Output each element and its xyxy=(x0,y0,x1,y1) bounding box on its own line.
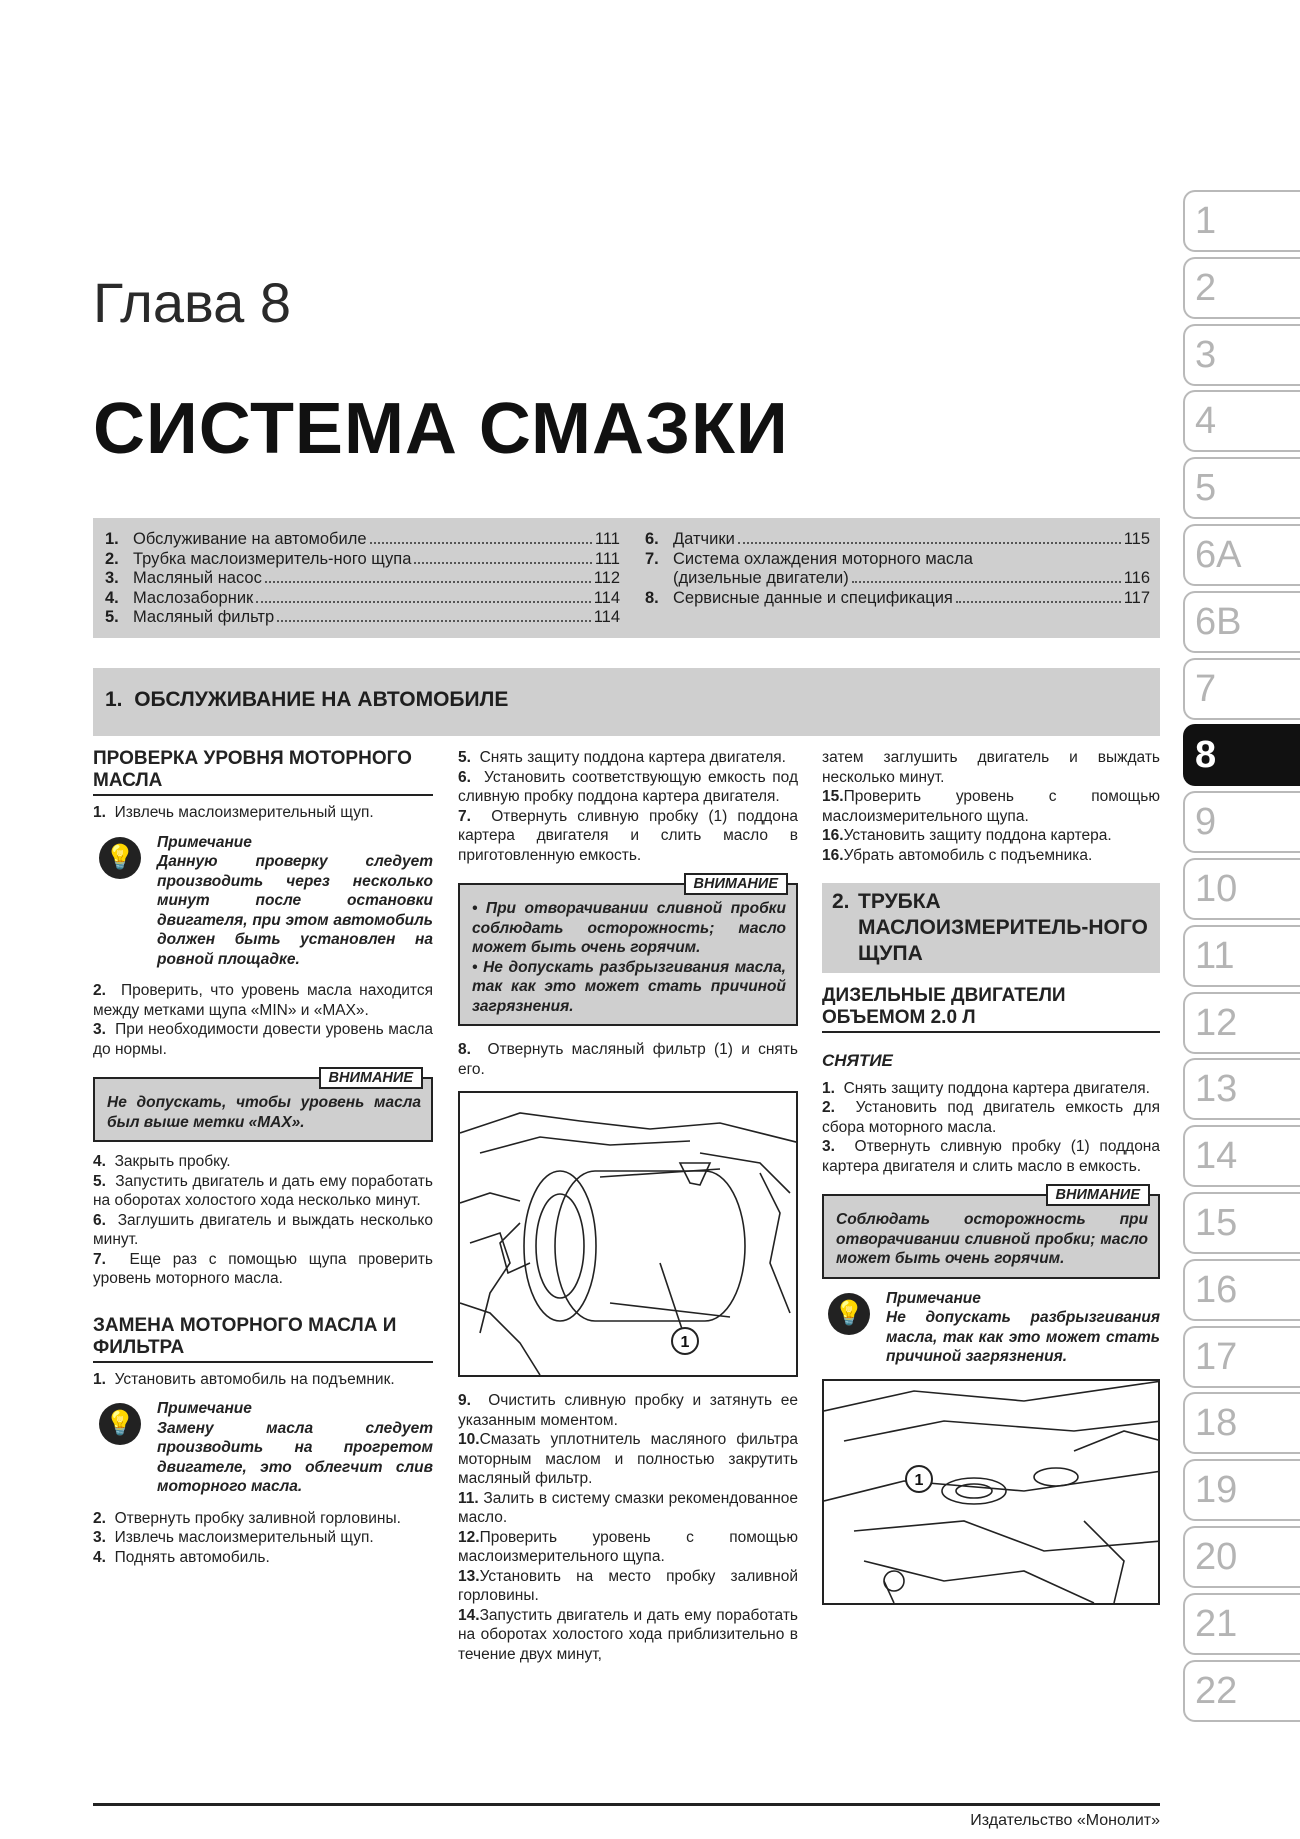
toc-item[interactable]: 2. Трубка маслоизмеритель-ного щупа 111 xyxy=(105,549,620,568)
chapter-tab-label: 16 xyxy=(1195,1268,1238,1311)
step-6: 6. Установить соответствующую емкость под сливную пробку поддона картера двигателя. xyxy=(458,768,798,805)
chapter-tab-21[interactable] xyxy=(1183,1593,1300,1655)
chapter-tab-label: 21 xyxy=(1195,1602,1238,1645)
oil-filter-drawing xyxy=(460,1093,798,1375)
chapter-tab-11[interactable] xyxy=(1183,925,1300,987)
step-7: 7. Отвернуть сливную пробку (1) поддона картера двигателя и слить масло в приготовленную емкость. xyxy=(458,807,798,864)
step-6: 6. Заглушить двигатель и выждать несколько минут. xyxy=(93,1211,433,1248)
chapter-tab-12[interactable] xyxy=(1183,992,1300,1054)
drain-plug-illustration xyxy=(822,1379,1160,1605)
subheading: ЗАМЕНА МОТОРНОГО МАСЛА И ФИЛЬТРА xyxy=(93,1315,433,1363)
step-continuation: затем заглушить двигатель и выждать несколько минут. xyxy=(822,749,1160,786)
chapter-tab-3[interactable] xyxy=(1183,324,1300,386)
toc-item[interactable]: 7. Система охлаждения моторного масла xyxy=(645,549,973,568)
chapter-tab-2[interactable] xyxy=(1183,257,1300,319)
chapter-tab-4[interactable] xyxy=(1183,390,1300,452)
step-14: 14.Запустить двигатель и дать ему поработать на оборотах холостого хода приблизительно в течение двух минут, xyxy=(458,1606,798,1663)
chapter-tab-label: 8 xyxy=(1195,734,1217,777)
step-3: 3. При необходимости довести уровень масла до нормы. xyxy=(93,1021,433,1058)
step-9: 9. Очистить сливную пробку и затянуть ее указанным моментом. xyxy=(458,1392,798,1429)
column-1 xyxy=(93,748,433,1567)
column-3 xyxy=(822,748,1160,1605)
drain-plug-drawing xyxy=(824,1381,1160,1603)
warning-box: ВНИМАНИЕ • При отворачивании сливной пробки соблюдать осторожность; масло может быть очень горячим. • Не допускать разбрызгивания масла, так как это может стать причиной загрязнения. xyxy=(458,883,798,1026)
step-12: 12.Проверить уровень с помощью маслоизмерительного щупа. xyxy=(458,1528,798,1565)
toc-item[interactable]: 4. Маслозаборник 114 xyxy=(105,588,620,607)
chapter-tab-label: 18 xyxy=(1195,1402,1238,1445)
chapter-tab-label: 13 xyxy=(1195,1068,1238,1111)
chapter-tab-19[interactable] xyxy=(1183,1459,1300,1521)
chapter-tab-22[interactable] xyxy=(1183,1660,1300,1722)
step-15: 15.Проверить уровень с помощью маслоизмерительного щупа. xyxy=(822,788,1160,825)
oil-filter-illustration xyxy=(458,1091,798,1377)
step-3: 3. Извлечь маслоизмерительный щуп. xyxy=(93,1529,374,1546)
chapter-tab-18[interactable] xyxy=(1183,1392,1300,1454)
chapter-tab-label: 3 xyxy=(1195,333,1217,376)
step-3: 3. Отвернуть сливную пробку (1) поддона картера двигателя и слить масло в емкость. xyxy=(822,1138,1160,1175)
chapter-tab-label: 9 xyxy=(1195,801,1217,844)
chapter-tab-label: 14 xyxy=(1195,1135,1238,1178)
step-8: 8. Отвернуть масляный фильтр (1) и снять его. xyxy=(458,1041,798,1078)
step-16: 16.Убрать автомобиль с подъемника. xyxy=(822,846,1093,864)
chapter-tab-label: 5 xyxy=(1195,467,1217,510)
column-2 xyxy=(458,748,798,1664)
section-heading-2: 2. ТРУБКА МАСЛОИЗМЕРИТЕЛЬ-НОГО ЩУПА xyxy=(822,883,1160,973)
chapter-label: Глава 8 xyxy=(93,271,291,334)
callout-number: 1 xyxy=(914,1471,924,1489)
step-16: 16.Установить защиту поддона картера. xyxy=(822,827,1112,844)
chapter-tab-6b[interactable] xyxy=(1183,591,1300,653)
toc-left-column xyxy=(105,530,620,628)
subheading: ДИЗЕЛЬНЫЕ ДВИГАТЕЛИ ОБЪЕМОМ 2.0 Л xyxy=(822,985,1160,1033)
footer-publisher: Издательство «Монолит» xyxy=(970,1812,1160,1829)
chapter-tab-16[interactable] xyxy=(1183,1259,1300,1321)
toc-right-column xyxy=(645,530,1150,608)
step-13: 13.Установить на место пробку заливной горловины. xyxy=(458,1567,798,1604)
chapter-tab-label: 17 xyxy=(1195,1335,1238,1378)
chapter-tab-label: 15 xyxy=(1195,1202,1238,1244)
chapter-tab-label: 10 xyxy=(1195,868,1238,910)
chapter-tab-label: 12 xyxy=(1195,1001,1238,1044)
bulb-icon: 💡 xyxy=(99,837,141,879)
chapter-tab-label: 6A xyxy=(1195,534,1242,576)
step-1: 1. Извлечь маслоизмерительный щуп. xyxy=(93,804,374,821)
chapter-tab-label: 6B xyxy=(1195,600,1242,643)
step-5: 5. Запустить двигатель и дать ему поработать на оборотах холостого хода несколько минут. xyxy=(93,1172,433,1209)
chapter-tab-label: 4 xyxy=(1195,400,1217,443)
warning-box: ВНИМАНИЕ Соблюдать осторожность при отворачивании сливной пробки; масло может быть очень горячим. xyxy=(822,1194,1160,1279)
chapter-tab-1[interactable] xyxy=(1183,190,1300,252)
step-10: 10.Смазать уплотнитель масляного фильтра моторным маслом и полностью закрутить масляный фильтр. xyxy=(458,1431,798,1487)
chapter-tab-8[interactable] xyxy=(1183,724,1300,786)
page-title: СИСТЕМА СМАЗКИ xyxy=(93,389,789,469)
toc-item[interactable]: 3. Масляный насос 112 xyxy=(105,569,620,587)
step-1: 1. Снять защиту поддона картера двигателя. xyxy=(822,1079,1150,1097)
chapter-tab-label: 11 xyxy=(1195,934,1235,977)
chapter-tab-label: 2 xyxy=(1195,266,1217,309)
step-4: 4. Закрыть пробку. xyxy=(93,1153,231,1170)
chapter-tab-13[interactable] xyxy=(1183,1058,1300,1120)
toc-item[interactable]: 5. Масляный фильтр 114 xyxy=(105,608,620,626)
chapter-tab-label: 1 xyxy=(1195,200,1217,242)
chapter-tab-label: 22 xyxy=(1195,1669,1238,1712)
step-5: 5. Снять защиту поддона картера двигателя. xyxy=(458,749,786,766)
toc-item[interactable]: 1. Обслуживание на автомобиле 111 xyxy=(105,530,620,548)
toc-item[interactable]: 8. Сервисные данные и спецификация 117 xyxy=(645,588,1150,607)
warning-title: ВНИМАНИЕ xyxy=(1046,1184,1151,1206)
chapter-tab-9[interactable] xyxy=(1183,791,1300,853)
step-1: 1. Установить автомобиль на подъемник. xyxy=(93,1370,395,1388)
subheading: ПРОВЕРКА УРОВНЯ МОТОРНОГО МАСЛА xyxy=(93,748,433,796)
step-4: 4. Поднять автомобиль. xyxy=(93,1548,270,1566)
toc-item[interactable]: 6. Датчики 115 xyxy=(645,530,1150,548)
bulb-icon: 💡 xyxy=(99,1403,141,1445)
step-2: 2. Отвернуть пробку заливной горловины. xyxy=(93,1509,401,1527)
chapter-tab-label: 19 xyxy=(1195,1469,1238,1512)
footer-rule xyxy=(93,1803,1160,1806)
section-heading-1: 1. ОБСЛУЖИВАНИЕ НА АВТОМОБИЛЕ xyxy=(93,668,1160,736)
chapter-tab-5[interactable] xyxy=(1183,457,1300,519)
note-box: 💡 Примечание Данную проверку следует производить через несколько минут после остановки двигателя, при этом автомобиль должен быть установлен на ровной площадке. xyxy=(93,833,433,970)
chapter-tab-7[interactable] xyxy=(1183,658,1300,720)
bulb-icon: 💡 xyxy=(828,1293,870,1335)
warning-box: ВНИМАНИЕ Не допускать, чтобы уровень масла был выше метки «MAX». xyxy=(93,1077,433,1142)
chapter-tab-14[interactable] xyxy=(1183,1125,1300,1187)
warning-title: ВНИМАНИЕ xyxy=(684,873,789,895)
note-box: 💡 Примечание Не допускать разбрызгивания масла, так как это может стать причиной загрязнения. xyxy=(822,1289,1160,1367)
chapter-tab-20[interactable] xyxy=(1183,1526,1300,1588)
table-of-contents xyxy=(93,518,1160,638)
chapter-tab-15[interactable] xyxy=(1183,1192,1300,1254)
chapter-tab-6a[interactable] xyxy=(1183,524,1300,586)
step-2: 2. Проверить, что уровень масла находится между метками щупа «MIN» и «MAX». xyxy=(93,982,433,1019)
step-7: 7. Еще раз с помощью щупа проверить уровень моторного масла. xyxy=(93,1250,433,1287)
chapter-tab-label: 7 xyxy=(1195,667,1217,710)
chapter-tab-17[interactable] xyxy=(1183,1326,1300,1388)
step-11: 11. Залить в систему смазки рекомендованное масло. xyxy=(458,1489,798,1526)
callout-number: 1 xyxy=(680,1334,690,1351)
warning-title: ВНИМАНИЕ xyxy=(319,1067,424,1089)
note-box: 💡 Примечание Замену масла следует производить на прогретом двигателе, это облегчит слив моторного масла. xyxy=(93,1399,433,1497)
chapter-tab-label: 20 xyxy=(1195,1536,1238,1578)
toc-item[interactable]: (дизельные двигатели) 116 xyxy=(673,569,1150,587)
step-2: 2. Установить под двигатель емкость для сбора моторного масла. xyxy=(822,1099,1160,1136)
chapter-tab-10[interactable] xyxy=(1183,858,1300,920)
removal-heading: СНЯТИЕ xyxy=(822,1051,893,1070)
